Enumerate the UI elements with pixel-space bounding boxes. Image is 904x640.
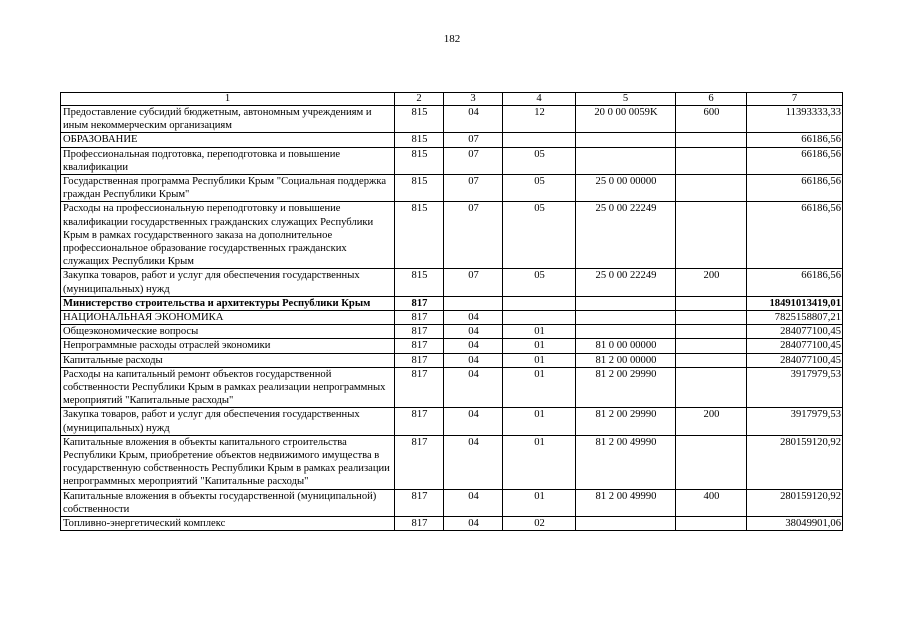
ministry-code-cell: 817 xyxy=(395,353,444,367)
budget-table xyxy=(60,92,843,531)
section-code-cell: 04 xyxy=(444,408,503,435)
row-name-cell: Капитальные вложения в объекты государственной (муниципальной) собственности xyxy=(61,489,395,516)
page-number: 182 xyxy=(443,33,461,45)
ministry-code-cell: 817 xyxy=(395,311,444,325)
ministry-code-cell: 815 xyxy=(395,202,444,269)
target-article-cell: 25 0 00 22249 xyxy=(576,202,676,269)
row-name-cell: Расходы на профессиональную переподготовку и повышение квалификации государственных гражданских служащих Республики Крым в рамках государственного заказа на дополнительное профессиональное образование государственных гражданских служащих Республики Крым xyxy=(61,202,395,269)
row-name-cell: НАЦИОНАЛЬНАЯ ЭКОНОМИКА xyxy=(61,311,395,325)
table-row xyxy=(61,296,843,310)
table-row xyxy=(61,517,843,531)
row-name-cell: Топливно-энергетический комплекс xyxy=(61,517,395,531)
row-name-cell: Закупка товаров, работ и услуг для обеспечения государственных (муниципальных) нужд xyxy=(61,408,395,435)
amount-cell: 284077100,45 xyxy=(747,325,843,339)
target-article-cell xyxy=(576,325,676,339)
amount-cell: 11393333,33 xyxy=(747,106,843,133)
subsection-code-cell: 05 xyxy=(503,175,576,202)
section-code-cell: 04 xyxy=(444,435,503,489)
amount-cell: 18491013419,01 xyxy=(747,296,843,310)
ministry-code-cell: 815 xyxy=(395,106,444,133)
section-code-cell: 07 xyxy=(444,202,503,269)
subsection-code-cell xyxy=(503,133,576,147)
amount-cell: 284077100,45 xyxy=(747,339,843,353)
amount-cell: 280159120,92 xyxy=(747,489,843,516)
amount-cell: 66186,56 xyxy=(747,269,843,296)
amount-cell: 284077100,45 xyxy=(747,353,843,367)
table-row xyxy=(61,367,843,408)
subsection-code-cell: 05 xyxy=(503,147,576,174)
amount-cell: 66186,56 xyxy=(747,202,843,269)
target-article-cell xyxy=(576,147,676,174)
table-row xyxy=(61,202,843,269)
table-row xyxy=(61,311,843,325)
table-row xyxy=(61,489,843,516)
target-article-cell: 25 0 00 22249 xyxy=(576,269,676,296)
target-article-cell xyxy=(576,296,676,310)
row-name-cell: Закупка товаров, работ и услуг для обеспечения государственных (муниципальных) нужд xyxy=(61,269,395,296)
row-name-cell: Предоставление субсидий бюджетным, автономным учреждениям и иным некоммерческим организациям xyxy=(61,106,395,133)
ministry-code-cell: 815 xyxy=(395,147,444,174)
subsection-code-cell: 05 xyxy=(503,269,576,296)
table-row xyxy=(61,106,843,133)
table-row xyxy=(61,147,843,174)
subsection-code-cell: 01 xyxy=(503,353,576,367)
section-code-cell: 04 xyxy=(444,489,503,516)
section-code-cell: 07 xyxy=(444,133,503,147)
expense-type-cell: 200 xyxy=(676,408,747,435)
row-name-cell: Капитальные расходы xyxy=(61,353,395,367)
target-article-cell: 20 0 00 0059K xyxy=(576,106,676,133)
column-header: 4 xyxy=(503,93,576,106)
ministry-code-cell: 817 xyxy=(395,296,444,310)
section-code-cell: 04 xyxy=(444,353,503,367)
row-name-cell: Государственная программа Республики Крым "Социальная поддержка граждан Республики Крым" xyxy=(61,175,395,202)
section-code-cell xyxy=(444,296,503,310)
expense-type-cell xyxy=(676,339,747,353)
ministry-code-cell: 815 xyxy=(395,269,444,296)
target-article-cell xyxy=(576,311,676,325)
column-header: 2 xyxy=(395,93,444,106)
expense-type-cell: 200 xyxy=(676,269,747,296)
subsection-code-cell xyxy=(503,311,576,325)
column-header: 1 xyxy=(61,93,395,106)
amount-cell: 38049901,06 xyxy=(747,517,843,531)
amount-cell: 7825158807,21 xyxy=(747,311,843,325)
ministry-code-cell: 817 xyxy=(395,325,444,339)
ministry-code-cell: 817 xyxy=(395,367,444,408)
table-row xyxy=(61,435,843,489)
row-name-cell: Расходы на капитальный ремонт объектов государственной собственности Республики Крым в рамках реализации непрограммных мероприятий "Капитальные расходы" xyxy=(61,367,395,408)
subsection-code-cell xyxy=(503,296,576,310)
section-code-cell: 04 xyxy=(444,311,503,325)
expense-type-cell xyxy=(676,296,747,310)
row-name-cell: Непрограммные расходы отраслей экономики xyxy=(61,339,395,353)
target-article-cell: 81 2 00 29990 xyxy=(576,408,676,435)
subsection-code-cell: 12 xyxy=(503,106,576,133)
row-name-cell: Общеэкономические вопросы xyxy=(61,325,395,339)
column-header: 3 xyxy=(444,93,503,106)
column-header: 7 xyxy=(747,93,843,106)
amount-cell: 66186,56 xyxy=(747,147,843,174)
table-row xyxy=(61,339,843,353)
table-row xyxy=(61,408,843,435)
expense-type-cell xyxy=(676,175,747,202)
table-row xyxy=(61,269,843,296)
table-row xyxy=(61,175,843,202)
amount-cell: 280159120,92 xyxy=(747,435,843,489)
expense-type-cell xyxy=(676,133,747,147)
expense-type-cell: 400 xyxy=(676,489,747,516)
section-code-cell: 04 xyxy=(444,106,503,133)
section-code-cell: 04 xyxy=(444,517,503,531)
expense-type-cell xyxy=(676,353,747,367)
row-name-cell: Профессиональная подготовка, переподготовка и повышение квалификации xyxy=(61,147,395,174)
section-code-cell: 04 xyxy=(444,325,503,339)
amount-cell: 3917979,53 xyxy=(747,408,843,435)
expense-type-cell: 600 xyxy=(676,106,747,133)
ministry-code-cell: 817 xyxy=(395,408,444,435)
amount-cell: 3917979,53 xyxy=(747,367,843,408)
subsection-code-cell: 01 xyxy=(503,339,576,353)
target-article-cell: 81 2 00 29990 xyxy=(576,367,676,408)
target-article-cell xyxy=(576,133,676,147)
subsection-code-cell: 01 xyxy=(503,408,576,435)
target-article-cell: 81 2 00 49990 xyxy=(576,435,676,489)
target-article-cell: 81 0 00 00000 xyxy=(576,339,676,353)
row-name-cell: Капитальные вложения в объекты капитального строительства Республики Крым, приобретение объектов недвижимого имущества в государственную собственность Республики Крым в рамках реализации непрограммных мероприятий "Капитальные расходы" xyxy=(61,435,395,489)
table-row xyxy=(61,133,843,147)
subsection-code-cell: 01 xyxy=(503,325,576,339)
target-article-cell: 25 0 00 00000 xyxy=(576,175,676,202)
target-article-cell: 81 2 00 49990 xyxy=(576,489,676,516)
expense-type-cell xyxy=(676,311,747,325)
column-header: 5 xyxy=(576,93,676,106)
subsection-code-cell: 02 xyxy=(503,517,576,531)
row-name-cell: Министерство строительства и архитектуры Республики Крым xyxy=(61,296,395,310)
amount-cell: 66186,56 xyxy=(747,175,843,202)
column-number-row xyxy=(61,93,843,106)
ministry-code-cell: 817 xyxy=(395,489,444,516)
section-code-cell: 04 xyxy=(444,339,503,353)
target-article-cell xyxy=(576,517,676,531)
expense-type-cell xyxy=(676,325,747,339)
table-row xyxy=(61,325,843,339)
section-code-cell: 07 xyxy=(444,175,503,202)
subsection-code-cell: 01 xyxy=(503,489,576,516)
target-article-cell: 81 2 00 00000 xyxy=(576,353,676,367)
expense-type-cell xyxy=(676,147,747,174)
section-code-cell: 04 xyxy=(444,367,503,408)
expense-type-cell xyxy=(676,367,747,408)
column-header: 6 xyxy=(676,93,747,106)
section-code-cell: 07 xyxy=(444,269,503,296)
ministry-code-cell: 815 xyxy=(395,133,444,147)
row-name-cell: ОБРАЗОВАНИЕ xyxy=(61,133,395,147)
table-row xyxy=(61,353,843,367)
ministry-code-cell: 817 xyxy=(395,517,444,531)
ministry-code-cell: 815 xyxy=(395,175,444,202)
section-code-cell: 07 xyxy=(444,147,503,174)
subsection-code-cell: 01 xyxy=(503,435,576,489)
expense-type-cell xyxy=(676,517,747,531)
expense-type-cell xyxy=(676,202,747,269)
subsection-code-cell: 05 xyxy=(503,202,576,269)
ministry-code-cell: 817 xyxy=(395,339,444,353)
subsection-code-cell: 01 xyxy=(503,367,576,408)
expense-type-cell xyxy=(676,435,747,489)
ministry-code-cell: 817 xyxy=(395,435,444,489)
amount-cell: 66186,56 xyxy=(747,133,843,147)
